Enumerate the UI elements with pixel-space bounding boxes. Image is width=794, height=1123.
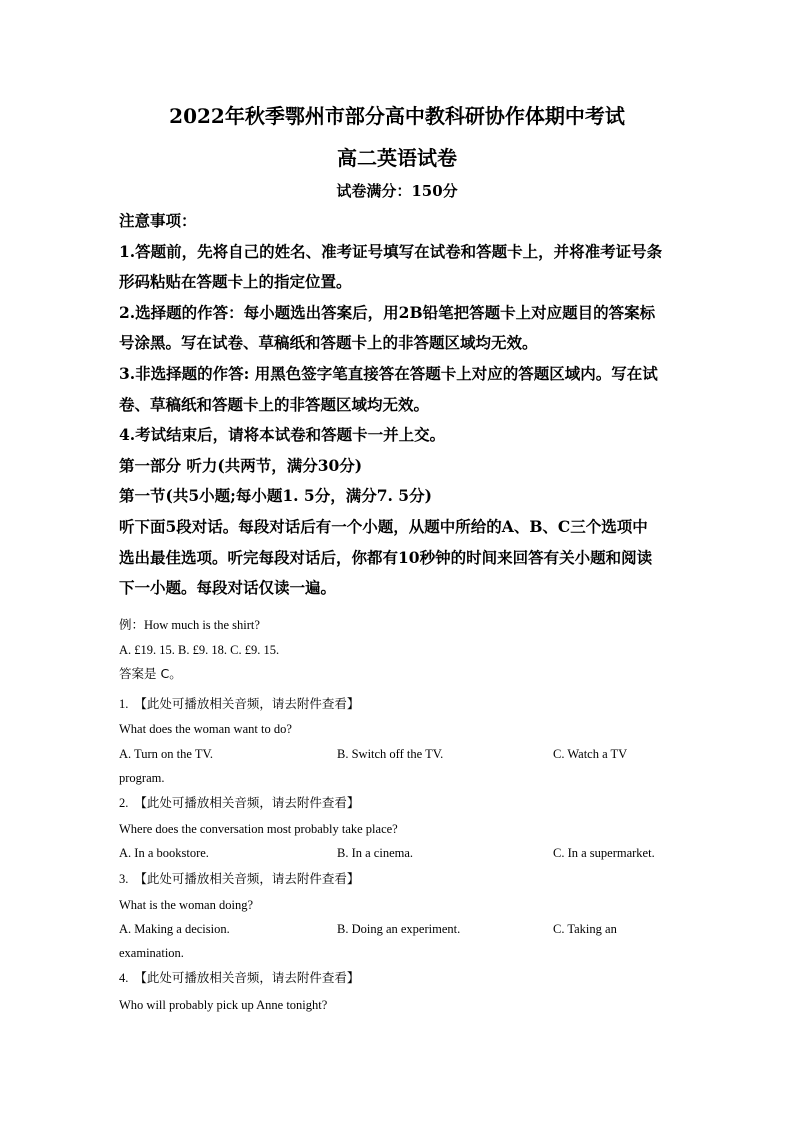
exam-subtitle: 高二英语试卷 (337, 146, 457, 170)
option-c: C. Taking an (553, 922, 617, 936)
option-b: B. Doing an experiment. (337, 922, 461, 936)
notice-line: 1.答题前，先将自己的姓名、准考证号填写在试卷和答题卡上，并将准考证号条 (119, 241, 663, 261)
instruction-line: 下一小题。每段对话仅读一遍。 (119, 578, 337, 598)
option-a: A. Turn on the TV. (119, 747, 214, 761)
question-text: What does the woman want to do? (119, 722, 292, 736)
audio-note: 【此处可播放相关音频，请去附件查看】 (134, 795, 360, 810)
question-header (119, 871, 359, 887)
option-wrap: examination. (119, 946, 184, 960)
question-number: 4. (119, 971, 129, 985)
option-b: B. In a cinema. (337, 846, 414, 860)
notice-block (119, 206, 679, 604)
notice-line: 号涂黑。写在试卷、草稿纸和答题卡上的非答题区域均无效。 (119, 333, 538, 353)
question-text: Who will probably pick up Anne tonight? (119, 998, 328, 1012)
example-answer: 答案是 C。 (119, 666, 182, 681)
notice-line: 4.考试结束后，请将本试卷和答题卡一并上交。 (119, 425, 446, 445)
notice-line: 2.选择题的作答：每小题选出答案后，用2B铅笔把答题卡上对应题目的答案标 (119, 302, 656, 322)
question-header (119, 795, 359, 811)
option-b: B. Switch off the TV. (337, 747, 444, 761)
example-question: 例：How much is the shirt? (119, 618, 260, 632)
section-sub-heading: 第一节(共5小题;每小题1. 5分，满分7. 5分) (119, 486, 432, 506)
option-wrap: program. (119, 771, 165, 785)
question-text: What is the woman doing? (119, 898, 253, 912)
option-c: C. Watch a TV (553, 747, 628, 761)
instruction-line: 听下面5段对话。每段对话后有一个小题，从题中所给的A、B、C三个选项中 (119, 516, 648, 536)
question-header (119, 970, 359, 986)
option-c: C. In a supermarket. (553, 846, 655, 860)
question-number: 2. (119, 796, 129, 810)
audio-note: 【此处可播放相关音频，请去附件查看】 (134, 696, 360, 711)
example-options: A. £19. 15. B. £9. 18. C. £9. 15. (119, 643, 280, 657)
section-part-heading: 第一部分 听力(共两节，满分30分) (119, 455, 363, 475)
notice-line: 3.非选择题的作答: 用黑色签字笔直接答在答题卡上对应的答题区域内。写在试 (119, 363, 658, 383)
option-a: A. Making a decision. (119, 922, 230, 936)
question-number: 3. (119, 872, 129, 886)
question-header (119, 696, 359, 712)
instruction-line: 选出最佳选项。听完每段对话后，你都有10秒钟的时间来回答有关小题和阅读 (119, 547, 653, 567)
exam-title: 2022年秋季鄂州市部分高中教科研协作体期中考试 (169, 104, 625, 128)
audio-note: 【此处可播放相关音频，请去附件查看】 (134, 970, 360, 985)
audio-note: 【此处可播放相关音频，请去附件查看】 (134, 871, 360, 886)
score-line: 试卷满分：150分 (336, 182, 458, 200)
option-a: A. In a bookstore. (119, 846, 209, 860)
notice-line: 形码粘贴在答题卡上的指定位置。 (119, 272, 352, 292)
notice-line: 卷、草稿纸和答题卡上的非答题区域均无效。 (119, 394, 430, 414)
question-text: Where does the conversation most probably take place? (119, 822, 398, 836)
question-number: 1. (119, 697, 129, 711)
notice-heading: 注意事项： (119, 211, 197, 230)
